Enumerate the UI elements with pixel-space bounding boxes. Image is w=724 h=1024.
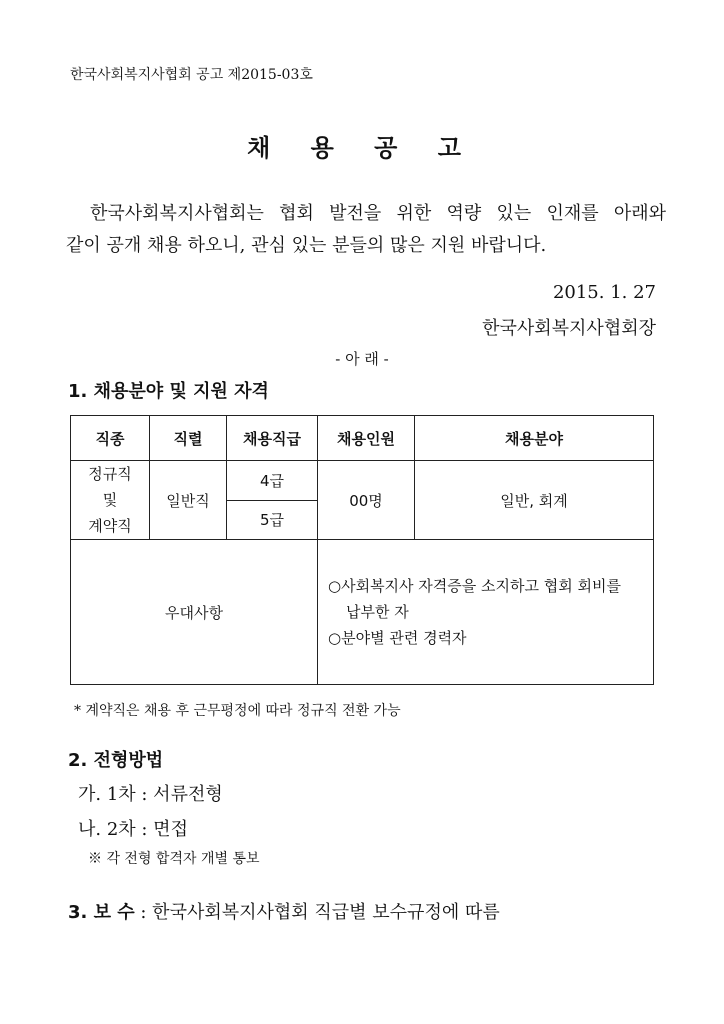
table-footnote: * 계약직은 채용 후 근무평정에 따라 정규직 전환 가능 (74, 703, 401, 719)
series-cell: 일반직 (150, 461, 227, 540)
screening-step-2: 나. 2차 : 면접 (78, 819, 188, 840)
preference-item: ○사회복지사 자격증을 소지하고 협회 회비를 (328, 577, 621, 595)
table-row (71, 540, 654, 685)
section-3-heading: 3. 보 수 (68, 902, 135, 923)
section-2-heading: 2. 전형방법 (68, 750, 164, 771)
job-type-line: 계약직 (88, 517, 132, 535)
below-label: - 아 래 - (335, 350, 389, 368)
organization-signature: 한국사회복지사협회장 (482, 318, 656, 339)
recruitment-table (70, 415, 654, 685)
job-type-line: 정규직 (88, 465, 132, 483)
header-job-type: 직종 (71, 416, 150, 461)
page-title: 채 용 공 고 (247, 134, 477, 162)
screening-step-1: 가. 1차 : 서류전형 (78, 784, 223, 805)
notice-date: 2015. 1. 27 (552, 282, 656, 303)
section-3-text: : 한국사회복지사협회 직급별 보수규정에 따름 (134, 902, 500, 923)
screening-reference-note: ※ 각 전형 합격자 개별 통보 (88, 851, 260, 867)
header-headcount: 채용인원 (318, 416, 415, 461)
section-1-heading: 1. 채용분야 및 지원 자격 (68, 381, 269, 402)
field-cell: 일반, 회계 (415, 461, 654, 540)
preference-label-cell: 우대사항 (71, 540, 318, 685)
grade-cell: 5급 (227, 500, 318, 540)
header-series: 직렬 (150, 416, 227, 461)
header-field: 채용분야 (415, 416, 654, 461)
intro-line-1: 한국사회복지사협회는 협회 발전을 위한 역량 있는 인재를 아래와 (90, 203, 666, 224)
preference-item: 납부한 자 (346, 603, 409, 621)
intro-paragraph (66, 198, 666, 262)
intro-line-2: 같이 공개 채용 하오니, 관심 있는 분들의 많은 지원 바랍니다. (66, 235, 547, 256)
table-row (71, 461, 654, 501)
notice-number: 한국사회복지사협회 공고 제2015-03호 (70, 67, 313, 83)
headcount-cell: 00명 (318, 461, 415, 540)
section-3 (68, 898, 500, 924)
table-header-row (71, 416, 654, 461)
job-type-line: 및 (102, 491, 118, 509)
job-type-cell (71, 461, 150, 540)
preference-item: ○분야별 관련 경력자 (328, 629, 467, 647)
header-grade: 채용직급 (227, 416, 318, 461)
preference-list-cell (318, 540, 654, 685)
grade-cell: 4급 (227, 461, 318, 501)
